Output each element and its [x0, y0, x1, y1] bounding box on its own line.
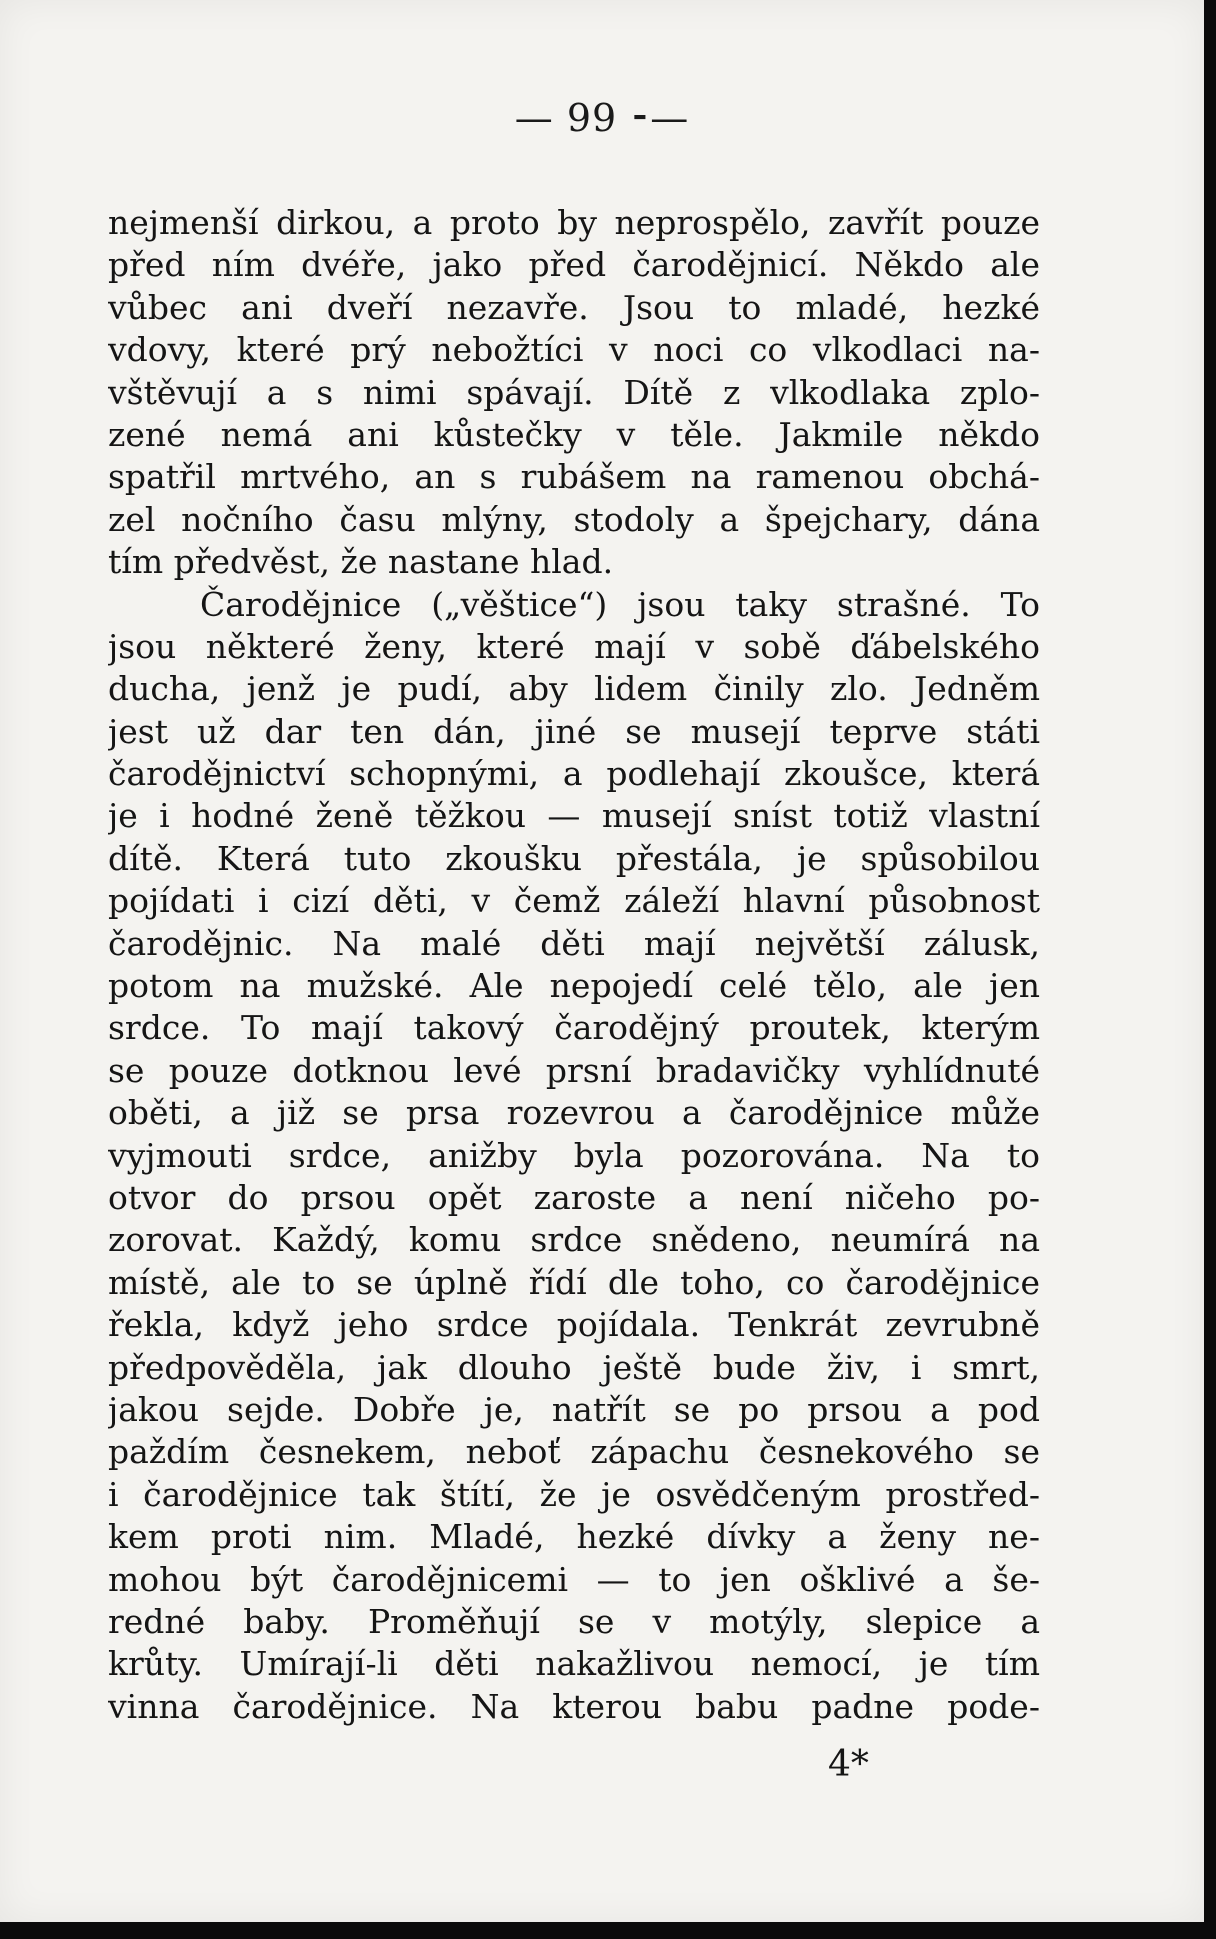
- text-line: kem proti nim. Mladé, hezké dívky a ženy ne-: [108, 1517, 1040, 1557]
- text-line: zené nemá ani kůstečky v těle. Jakmile někdo: [108, 414, 1040, 454]
- body-text: [108, 202, 1040, 1728]
- text-line: předpověděla, jak dlouho ještě bude živ, i smrt,: [108, 1347, 1040, 1387]
- text-line: zorovat. Každý, komu srdce snědeno, neumírá na: [108, 1220, 1040, 1260]
- text-line: spatřil mrtvého, an s rubášem na ramenou obchá-: [108, 457, 1040, 497]
- signature-mark: 4*: [828, 1744, 869, 1785]
- text-line: čarodějnictví schopnými, a podlehají zkoušce, která: [108, 754, 1040, 794]
- page-number-header: — 99 ⁃—: [514, 96, 690, 140]
- text-line: i čarodějnice tak štítí, že je osvědčeným prostřed-: [108, 1474, 1040, 1514]
- text-line: mohou být čarodějnicemi — to jen ošklivé a še-: [108, 1559, 1040, 1599]
- text-line: vůbec ani dveří nezavře. Jsou to mladé, hezké: [108, 287, 1040, 327]
- text-line: paždím česnekem, neboť zápachu česnekového se: [108, 1432, 1040, 1472]
- text-line: nejmenší dirkou, a proto by neprospělo, zavřít pouze: [108, 203, 1040, 242]
- text-line: otvor do prsou opět zaroste a není ničeho po-: [108, 1177, 1040, 1217]
- text-line: redné baby. Proměňují se v motýly, slepice a: [108, 1601, 1040, 1641]
- text-line: ducha, jenž je pudí, aby lidem činily zlo. Jedněm: [108, 669, 1040, 709]
- text-line: krůty. Umírají-li děti nakažlivou nemocí, je tím: [108, 1644, 1040, 1684]
- text-line: řekla, když jeho srdce pojídala. Tenkrát zevrubně: [108, 1305, 1040, 1345]
- text-line: zel nočního času mlýny, stodoly a špejchary, dána: [108, 499, 1040, 539]
- text-line: jakou sejde. Dobře je, natřít se po prsou a pod: [108, 1389, 1040, 1429]
- text-line: jest už dar ten dán, jiné se musejí teprve státi: [108, 711, 1040, 751]
- text-line: vštěvují a s nimi spávají. Dítě z vlkodlaka zplo-: [108, 372, 1040, 412]
- text-line: dítě. Která tuto zkoušku přestála, je spůsobilou: [108, 838, 1040, 878]
- text-line: srdce. To mají takový čarodějný proutek, kterým: [108, 1008, 1040, 1048]
- text-line: pojídati i cizí děti, v čemž záleží hlavní působnost: [108, 881, 1040, 921]
- text-line: vdovy, které prý nebožtíci v noci co vlkodlaci na-: [108, 330, 1040, 370]
- text-line: jsou některé ženy, které mají v sobě ďábelského: [108, 626, 1040, 666]
- scan-border-bottom: [0, 1922, 1216, 1939]
- paragraph-start-line: Čarodějnice („věštice“) jsou taky strašné. To: [200, 584, 1040, 624]
- text-line: před ním dvéře, jako před čarodějnicí. Někdo ale: [108, 245, 1040, 285]
- scan-border-right: [1204, 0, 1216, 1939]
- text-line: oběti, a již se prsa rozevrou a čarodějnice může: [108, 1093, 1040, 1133]
- text-line: vyjmouti srdce, anižby byla pozorována. Na to: [108, 1135, 1040, 1175]
- paragraph-end-line: tím předvěst, že nastane hlad.: [108, 542, 614, 582]
- text-line: potom na mužské. Ale nepojedí celé tělo, ale jen: [108, 966, 1040, 1006]
- text-line: je i hodné ženě těžkou — musejí sníst totiž vlastní: [108, 796, 1040, 836]
- text-line: místě, ale to se úplně řídí dle toho, co čarodějnice: [108, 1262, 1040, 1302]
- text-line: vinna čarodějnice. Na kterou babu padne pode-: [108, 1686, 1040, 1726]
- text-line: čarodějnic. Na malé děti mají největší zálusk,: [108, 923, 1040, 963]
- text-line: se pouze dotknou levé prsní bradavičky vyhlídnuté: [108, 1050, 1040, 1090]
